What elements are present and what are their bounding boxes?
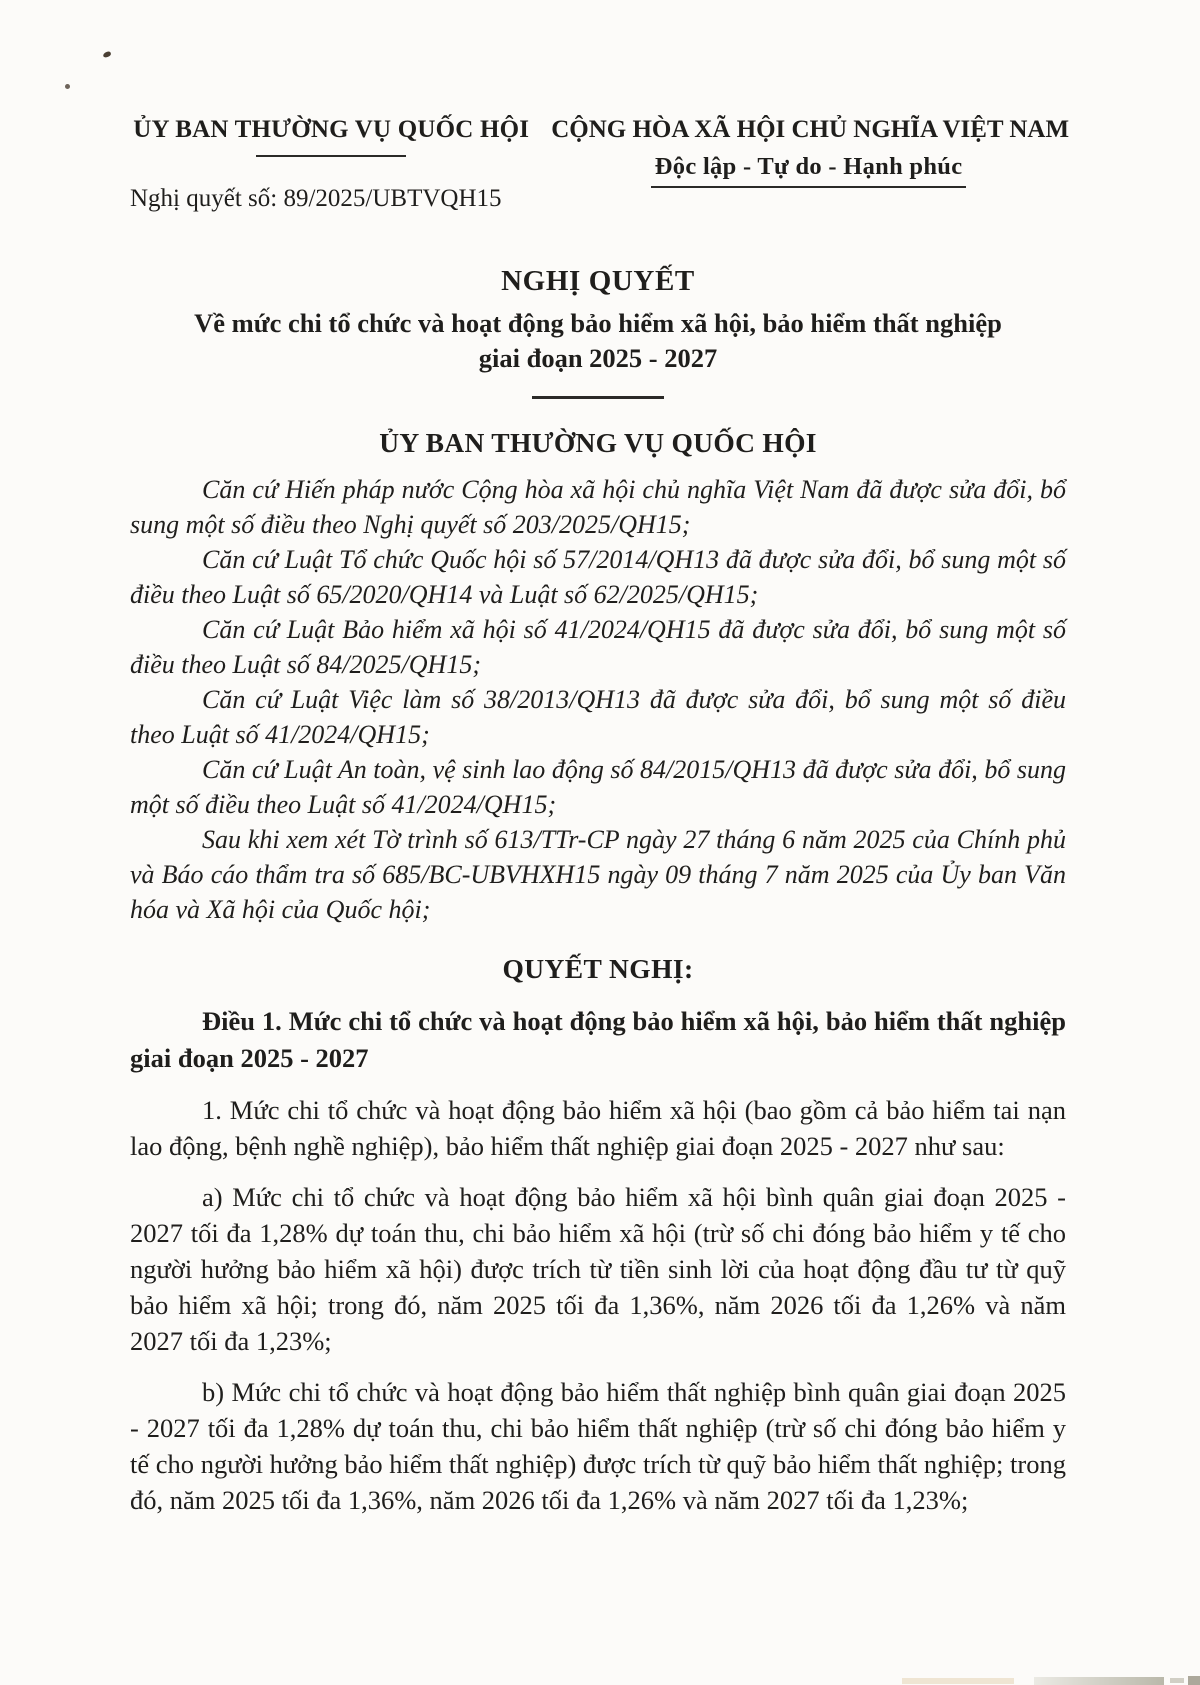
preamble-paragraph: Căn cứ Luật Tổ chức Quốc hội số 57/2014/QH13 đã được sửa đổi, bổ sung một số điều theo Luật số 65/2020/QH14 và Luật số 62/2025/QH15;	[130, 544, 1066, 609]
scan-speck	[65, 84, 70, 89]
preamble-paragraph: Căn cứ Luật An toàn, vệ sinh lao động số 84/2015/QH13 đã được sửa đổi, bổ sung một số điều theo Luật số 41/2024/QH15;	[130, 754, 1066, 819]
article-1-heading: Điều 1. Mức chi tổ chức và hoạt động bảo hiểm xã hội, bảo hiểm thất nghiệp giai đoạn 2025 - 2027	[130, 1005, 1066, 1073]
document-subject-line2: giai đoạn 2025 - 2027	[478, 342, 718, 373]
article-1-clause-1: 1. Mức chi tổ chức và hoạt động bảo hiểm xã hội (bao gồm cả bảo hiểm tai nạn lao động, bệnh nghề nghiệp), bảo hiểm thất nghiệp giai đoạn 2025 - 2027 như sau:	[130, 1094, 1066, 1161]
article-1-clause-a: a) Mức chi tổ chức và hoạt động bảo hiểm xã hội bình quân giai đoạn 2025 - 2027 tối đa 1,28% dự toán thu, chi bảo hiểm xã hội (trừ số chi đóng bảo hiểm y tế cho người hưởng bảo hiểm xã hội) được trích từ tiền sinh lời của hoạt động đầu tư từ quỹ bảo hiểm xã hội; trong đó, năm 2025 tối đa 1,36%, năm 2026 tối đa 1,26% và năm 2027 tối đa 1,23%;	[130, 1181, 1066, 1356]
authority-heading: ỦY BAN THƯỜNG VỤ QUỐC HỘI	[379, 426, 817, 458]
scan-edge-artifact	[1188, 1676, 1200, 1685]
scan-edge-artifact	[902, 1678, 1014, 1684]
preamble-paragraph: Sau khi xem xét Tờ trình số 613/TTr-CP ngày 27 tháng 6 năm 2025 của Chính phủ và Báo cáo thẩm tra số 685/BC-UBVHXH15 ngày 09 tháng 7 năm 2025 của Ủy ban Văn hóa và Xã hội của Quốc hội;	[130, 824, 1066, 924]
scan-edge-artifact	[1034, 1677, 1164, 1685]
preamble-paragraph: Căn cứ Hiến pháp nước Cộng hòa xã hội chủ nghĩa Việt Nam đã được sửa đổi, bổ sung một số điều theo Nghị quyết số 203/2025/QH15;	[130, 474, 1066, 539]
preamble-section	[130, 472, 1066, 927]
issuing-authority-name: ỦY BAN THƯỜNG VỤ QUỐC HỘI	[133, 116, 530, 143]
title-divider	[532, 396, 664, 399]
national-motto: Độc lập - Tự do - Hạnh phúc	[651, 153, 967, 188]
preamble-paragraph: Căn cứ Luật Bảo hiểm xã hội số 41/2024/QH15 đã được sửa đổi, bổ sung một số điều theo Luật số 84/2025/QH15;	[130, 614, 1066, 679]
document-subject	[130, 306, 1066, 376]
national-header-block	[551, 116, 1070, 188]
document-header	[130, 116, 1070, 213]
document-subject-line1: Về mức chi tổ chức và hoạt động bảo hiểm xã hội, bảo hiểm thất nghiệp	[194, 308, 1002, 338]
issuing-authority-block	[130, 116, 532, 213]
resolve-heading: QUYẾT NGHỊ:	[502, 952, 694, 984]
document-type-title: NGHỊ QUYẾT	[501, 265, 695, 297]
document-number: Nghị quyết số: 89/2025/UBTVQH15	[130, 185, 502, 212]
issuer-underline	[256, 155, 406, 157]
preamble-paragraph: Căn cứ Luật Việc làm số 38/2013/QH13 đã được sửa đổi, bổ sung một số điều theo Luật số 41/2024/QH15;	[130, 684, 1066, 749]
scan-speck	[102, 51, 111, 58]
scan-edge-artifact	[1170, 1678, 1184, 1683]
article-1-section	[130, 1003, 1066, 1518]
article-1-clause-b: b) Mức chi tổ chức và hoạt động bảo hiểm thất nghiệp bình quân giai đoạn 2025 - 2027 tối đa 1,28% dự toán thu, chi bảo hiểm thất nghiệp (trừ số chi đóng bảo hiểm y tế cho người hưởng bảo hiểm thất nghiệp) được trích từ quỹ bảo hiểm thất nghiệp; trong đó, năm 2025 tối đa 1,36%, năm 2026 tối đa 1,26% và năm 2027 tối đa 1,23%;	[130, 1376, 1066, 1515]
issuer-wrap	[130, 116, 532, 157]
national-title: CỘNG HÒA XÃ HỘI CHỦ NGHĨA VIỆT NAM	[551, 116, 1070, 143]
document-title-block	[130, 265, 1066, 399]
